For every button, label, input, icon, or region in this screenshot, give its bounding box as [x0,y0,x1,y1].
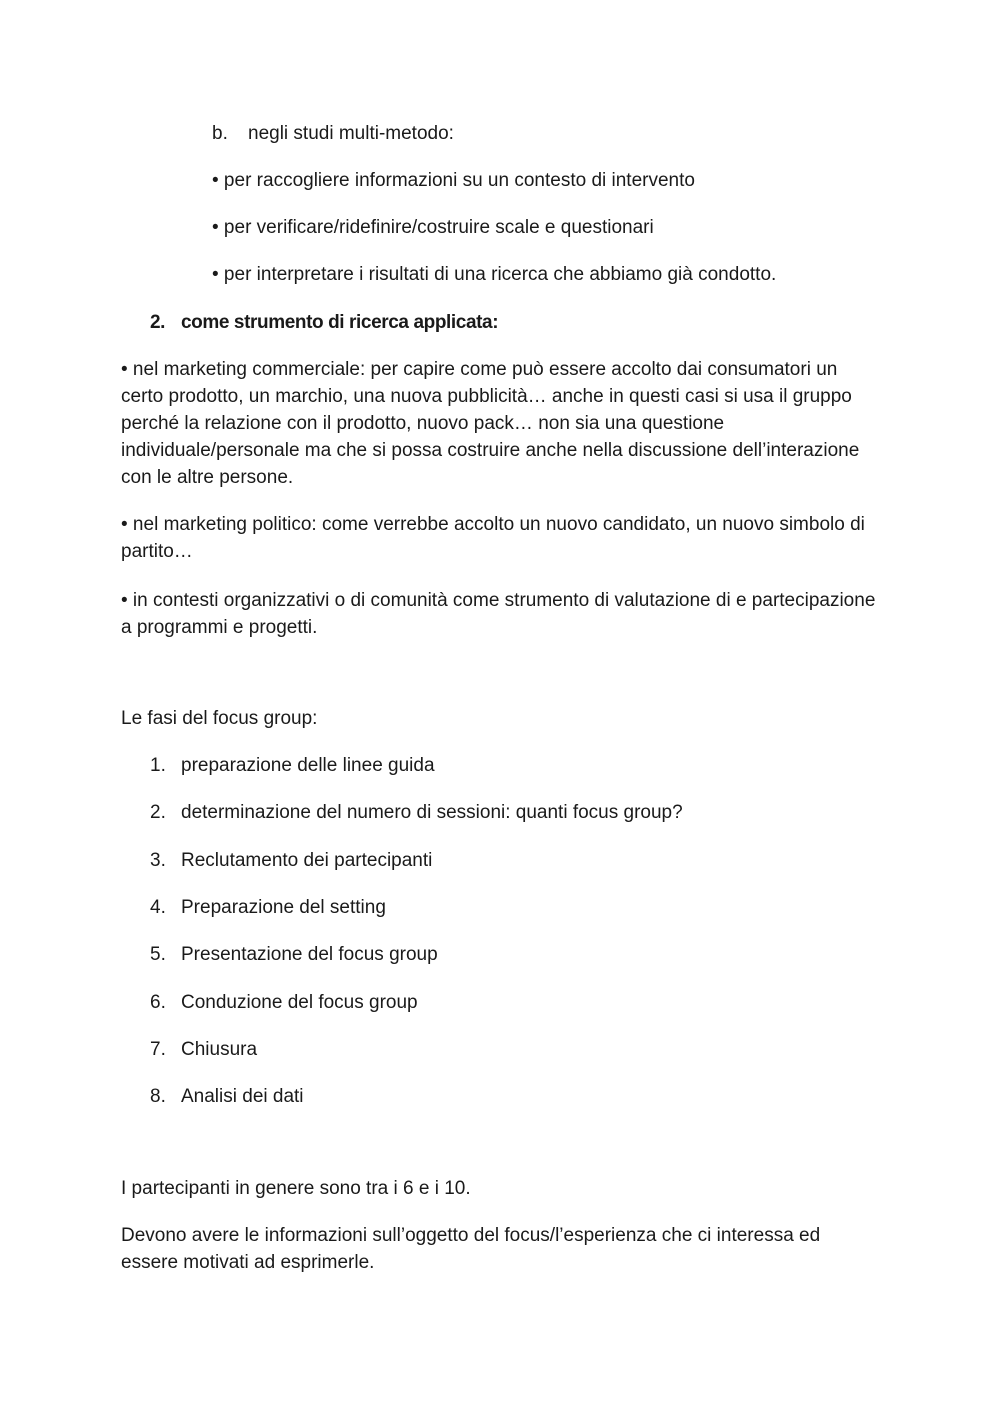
paragraph: • nel marketing politico: come verrebbe accolto un nuovo candidato, un nuovo simbolo di partito… [121,514,865,562]
list-item [150,941,438,968]
list-text: Reclutamento dei partecipanti [181,850,433,871]
list-number: 2. [150,802,166,823]
list-item [150,752,435,779]
sub-item-b [212,120,454,147]
list-item [150,799,683,826]
section-title: come strumento di ricerca applicata: [181,312,499,333]
paragraph: Devono avere le informazioni sull’oggetto del focus/l’esperienza che ci interessa ed essere motivati ad esprimerle. [121,1225,821,1273]
bullet-item: • per raccogliere informazioni su un contesto di intervento [212,170,695,191]
list-text: Presentazione del focus group [181,944,438,965]
list-item [150,847,432,874]
list-item [150,989,418,1016]
phases-intro: Le fasi del focus group: [121,708,318,729]
list-number: 1. [150,755,166,776]
bullet-item: • per interpretare i risultati di una ricerca che abbiamo già condotto. [212,264,777,285]
list-text: Analisi dei dati [181,1086,304,1107]
list-text: Preparazione del setting [181,897,386,918]
list-text: determinazione del numero di sessioni: quanti focus group? [181,802,683,823]
list-item [150,1036,257,1063]
list-text: Chiusura [181,1039,258,1060]
list-number: 7. [150,1039,166,1060]
list-number: 3. [150,850,166,871]
list-number: 4. [150,897,166,918]
list-number: 5. [150,944,166,965]
sub-item-text: negli studi multi-metodo: [248,123,454,144]
bullet-item: • per verificare/ridefinire/costruire scale e questionari [212,217,654,238]
paragraph: • in contesti organizzativi o di comunità come strumento di valutazione di e partecipazione a programmi e progetti. [121,590,876,638]
list-text: Conduzione del focus group [181,992,418,1013]
section-number: 2. [150,312,166,333]
sub-item-marker: b. [212,123,228,144]
paragraph: • nel marketing commerciale: per capire come può essere accolto dai consumatori un certo prodotto, un marchio, una nuova pubblicità… anche in questi casi si usa il gruppo perché la relazione con il prodotto, nuovo pack… non sia una questione individuale/personale ma che si possa costruire anche nella discussione dell’interazione con le altre persone. [121,359,860,488]
list-text: preparazione delle linee guida [181,755,435,776]
list-item [150,1083,304,1110]
paragraph: I partecipanti in genere sono tra i 6 e i 10. [121,1178,471,1199]
list-item [150,894,386,921]
list-number: 8. [150,1086,166,1107]
list-number: 6. [150,992,166,1013]
section-heading [150,309,498,336]
